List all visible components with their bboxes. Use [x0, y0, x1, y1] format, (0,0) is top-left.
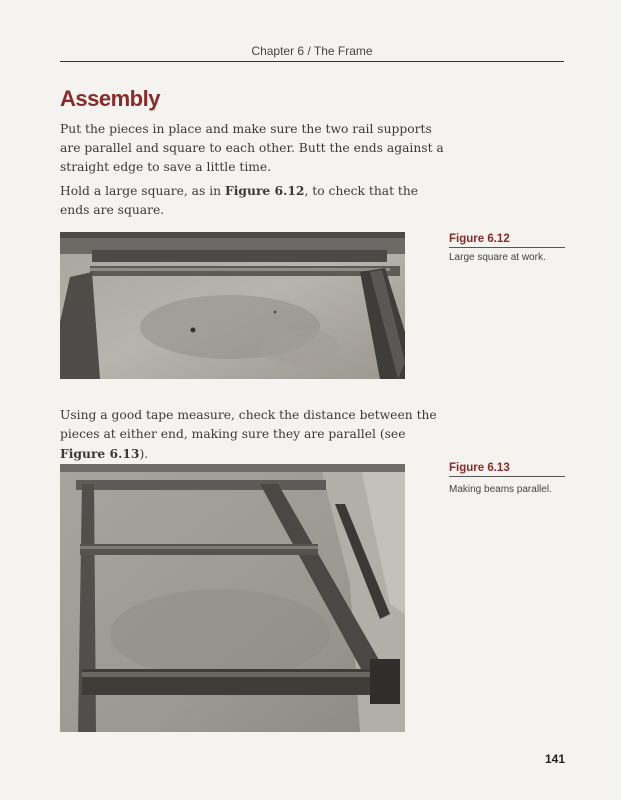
section-title: Assembly [60, 86, 160, 111]
figure-6-13-reference[interactable]: Figure 6.13 [60, 446, 140, 461]
figure-6-13-caption: Making beams parallel. [449, 484, 552, 495]
frame-with-square-image [60, 232, 405, 379]
figure-6-12-divider [449, 247, 565, 248]
figure-6-13-label: Figure 6.13 [449, 462, 510, 474]
figure-6-12-caption: Large square at work. [449, 252, 546, 263]
figure-6-12-reference[interactable]: Figure 6.12 [225, 183, 305, 198]
paragraph-1: Put the pieces in place and make sure the two rail supports are parallel and square to each other. Butt the ends against a straight edge to save a little time. [60, 122, 444, 174]
running-head: Chapter 6 / The Frame [251, 44, 373, 58]
header-divider [60, 61, 564, 62]
page-number: 141 [544, 752, 565, 766]
figure-6-12-photo [60, 232, 405, 379]
paragraph-2-text-start: Hold a large square, as in [60, 184, 225, 198]
figure-6-13-divider [449, 476, 565, 477]
paragraph-2 [60, 181, 445, 220]
paragraph-3-text-end: ). [139, 447, 149, 461]
figure-6-12-label: Figure 6.12 [449, 233, 510, 245]
paragraph-3 [60, 406, 445, 464]
paragraph-3-text-start: Using a good tape measure, check the distance between the pieces at either end, making sure they are parallel (see [60, 408, 437, 441]
parallel-beams-image [60, 464, 405, 732]
figure-6-13-photo [60, 464, 405, 732]
paragraph-2-text-end: , to check that the ends are square. [60, 184, 419, 217]
